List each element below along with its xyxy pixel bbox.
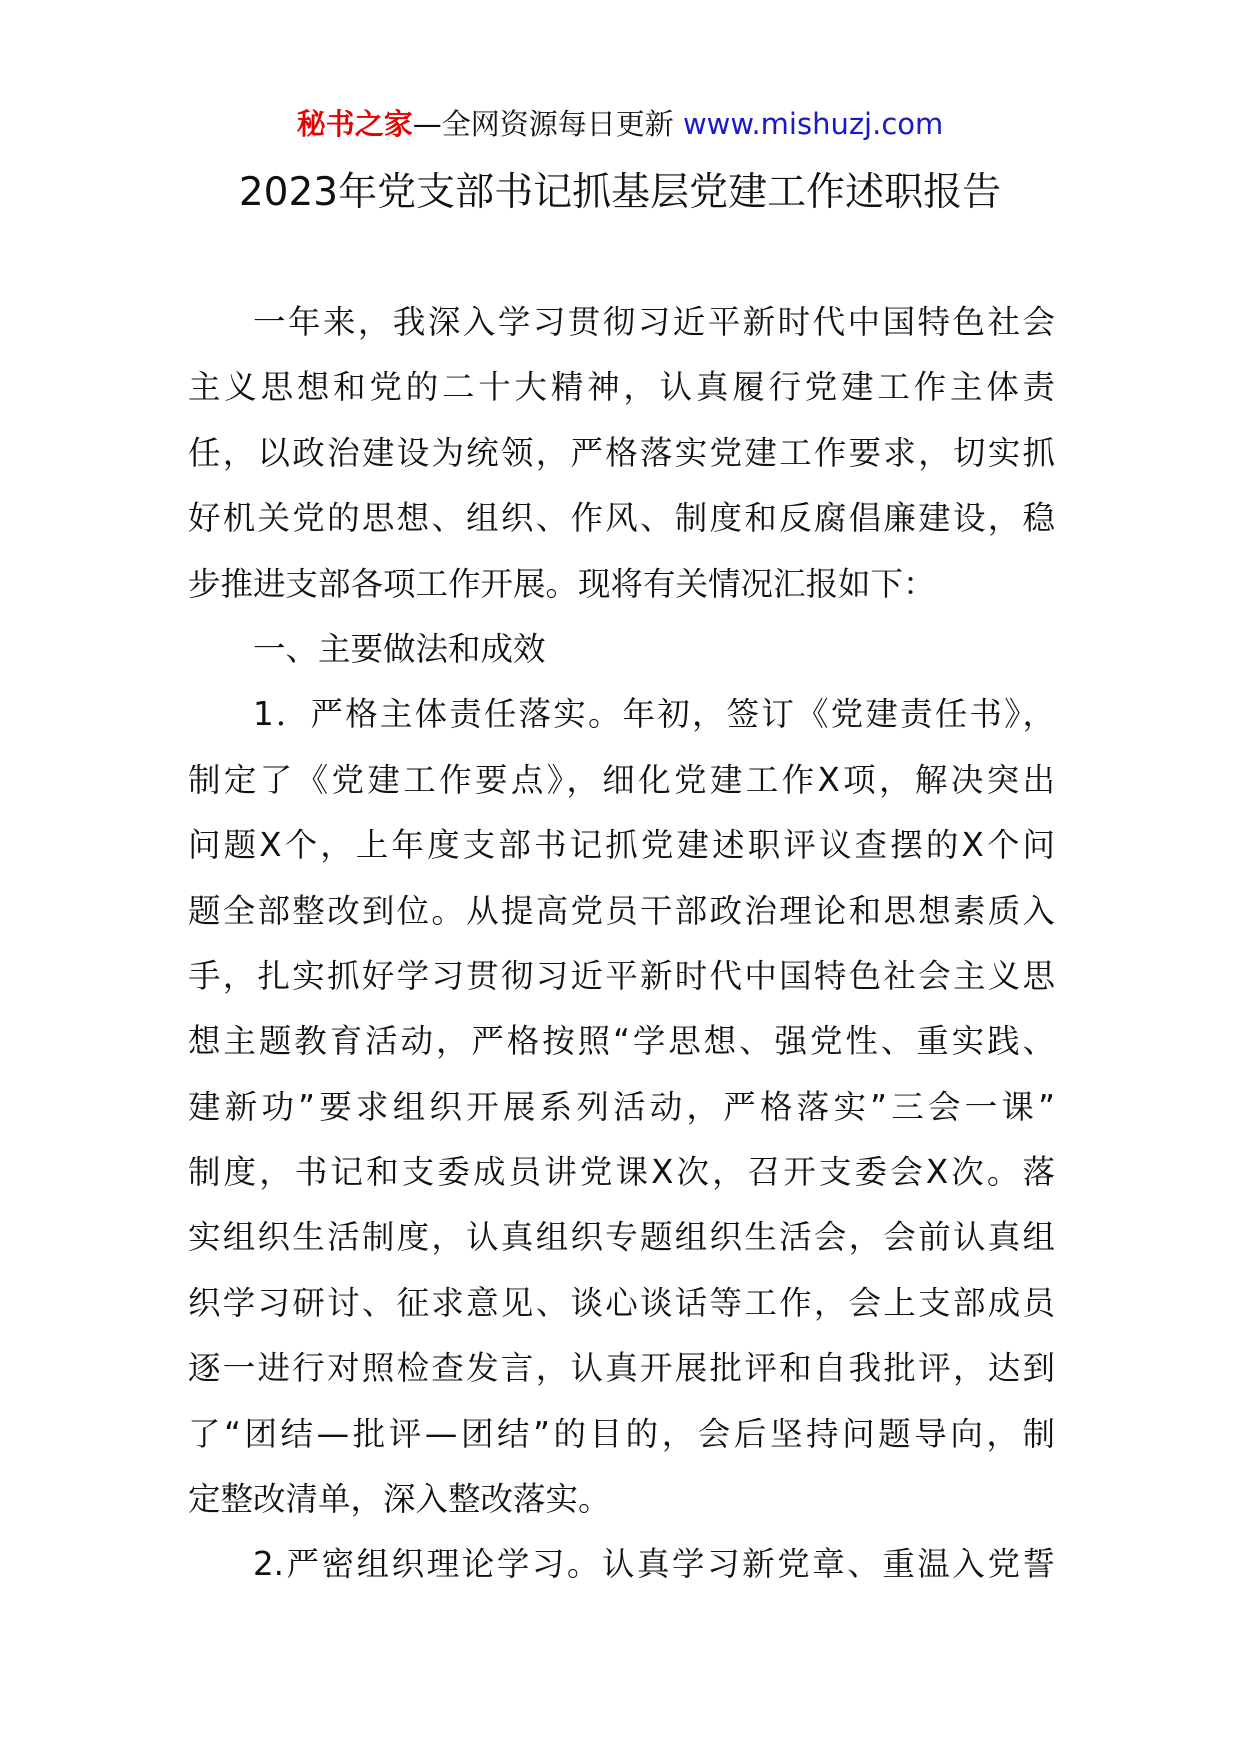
paragraph-line: 织学习研讨、征求意见、谈心谈话等工作，会上支部成员 — [188, 1283, 1055, 1322]
paragraph-line: 步推进支部各项工作开展。现将有关情况汇报如下： — [188, 564, 936, 603]
paragraph-line: 实组织生活制度，认真组织专题组织生活会，会前认真组 — [188, 1218, 1055, 1257]
paragraph-line: 好机关党的思想、组织、作风、制度和反腐倡廉建设，稳 — [188, 499, 1055, 538]
paragraph-line: 题全部整改到位。从提高党员干部政治理论和思想素质入 — [188, 891, 1055, 930]
document-title: 2023年党支部书记抓基层党建工作述职报告 — [238, 170, 1002, 215]
paragraph-line: 建新功”要求组织开展系列活动，严格落实”三会一课” — [188, 1087, 1055, 1126]
page-header — [0, 102, 1240, 146]
paragraph-line: 了“团结—批评—团结”的目的，会后坚持问题导向，制 — [188, 1414, 1055, 1453]
paragraph-line: 任，以政治建设为统领，严格落实党建工作要求，切实抓 — [188, 433, 1055, 472]
paragraph-line: 定整改清单，深入整改落实。 — [188, 1480, 611, 1519]
paragraph-line: 2.严密组织理论学习。认真学习新党章、重温入党誓 — [253, 1545, 1055, 1584]
paragraph-line: 逐一进行对照检查发言，认真开展批评和自我批评，达到 — [188, 1349, 1055, 1388]
brand-name: 秘书之家 — [296, 107, 413, 141]
paragraph-line: 主义思想和党的二十大精神，认真履行党建工作主体责 — [188, 368, 1055, 407]
paragraph-line: 问题X个，上年度支部书记抓党建述职评议查摆的X个问 — [188, 826, 1055, 865]
paragraph-line: 一年来，我深入学习贯彻习近平新时代中国特色社会 — [253, 303, 1055, 341]
paragraph-line: 制度，书记和支委成员讲党课X次，召开支委会X次。落 — [188, 1153, 1055, 1192]
paragraph-line: 想主题教育活动，严格按照“学思想、强党性、重实践、 — [188, 1022, 1055, 1061]
section-heading: 一、主要做法和成效 — [253, 629, 546, 668]
paragraph-line: 1．严格主体责任落实。年初，签订《党建责任书》， — [253, 695, 1055, 734]
document-body — [188, 290, 1055, 1598]
website-link[interactable]: www.mishuzj.com — [682, 107, 944, 141]
header-tagline: —全网资源每日更新 — [412, 107, 683, 141]
paragraph-line: 手，扎实抓好学习贯彻习近平新时代中国特色社会主义思 — [188, 956, 1055, 995]
paragraph-line: 制定了《党建工作要点》，细化党建工作X项，解决突出 — [188, 760, 1055, 799]
